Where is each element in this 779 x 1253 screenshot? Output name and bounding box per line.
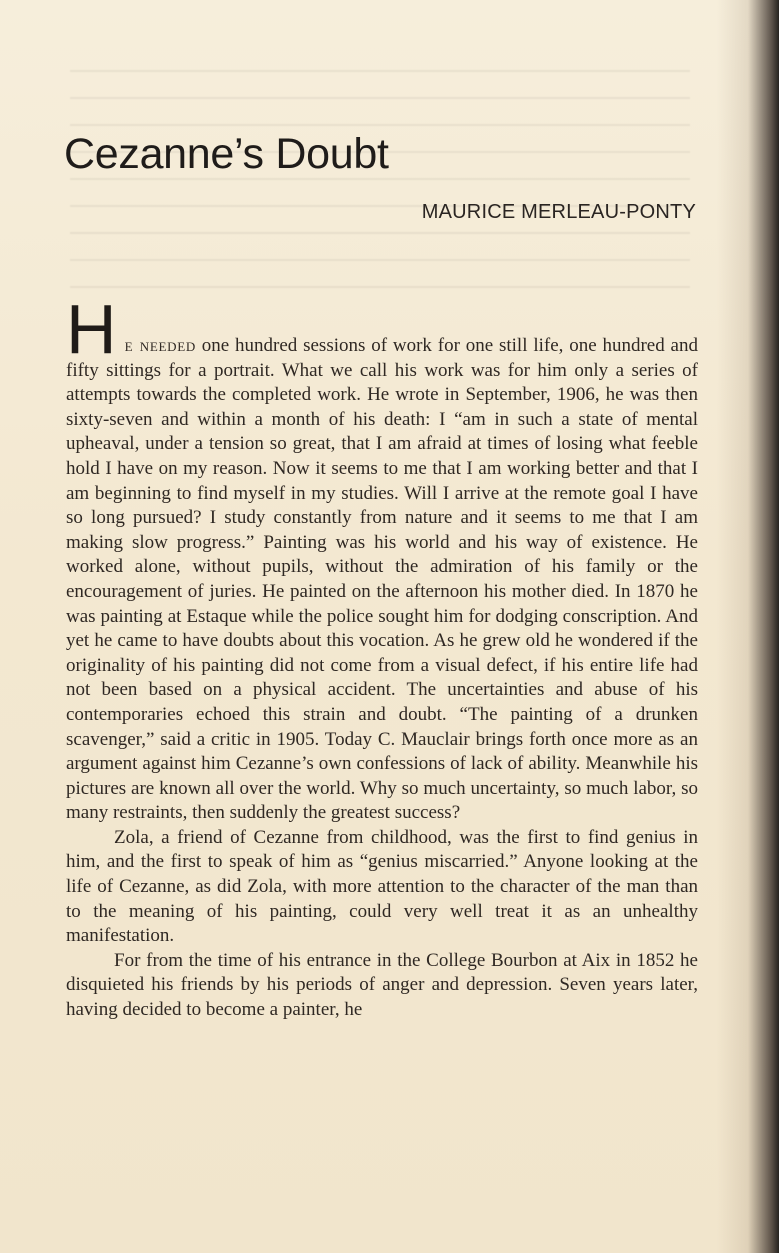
paragraph-1	[66, 290, 698, 826]
author-name: MAURICE MERLEAU-PONTY	[421, 201, 696, 223]
lead-words: e needed	[124, 335, 196, 356]
show-through-text	[70, 70, 690, 310]
paragraph-1-text: one hundred sessions of work for one still life, one hundred and fifty sittings for a portrait. What we call his work was for him only a series of attempts towards the completed work. He wrote in September, 1906, he was then sixty-seven and within a month of his death: I “am in such a state of mental upheaval, under a tension so great, that I am afraid at times of losing what feeble hold I have on my reason. Now it seems to me that I am working better and that I am beginning to find myself in my studies. Will I arrive at the remote goal I have so long pursued? I study constantly from nature and it seems to me that I am making slow progress.” Painting was his world and his way of existence. He worked alone, without pupils, without the admiration of his family or the encouragement of juries. He painted on the afternoon his mother died. In 1870 he was painting at Estaque while the police sought him for dodging conscription. And yet he came to have doubts about this vocation. As he grew old he wondered if the originality of his painting did not come from a visual defect, if his entire life had not been based on a physical accident. The uncertainties and abuse of his contemporaries echoed this strain and doubt. “The painting of a drunken scavenger,” said a critic in 1905. Today C. Mauclair brings forth once more as an argument against him Cezanne’s own confessions of lack of ability. Meanwhile his pictures are known all over the world. Why so much uncertainty, so much labor, so many restraints, then suddenly the greatest success?	[66, 335, 698, 824]
article-title: Cezanne’s Doubt	[64, 129, 389, 178]
drop-cap: H	[66, 290, 117, 368]
paragraph-2: Zola, a friend of Cezanne from childhood, was the first to find genius in him, and the first to speak of him as “genius miscarried.” Anyone looking at the life of Cezanne, as did Zola, with more attention to the character of the man than to the meaning of his painting, could very well treat it as an unhealthy manifestation.	[66, 826, 698, 947]
paragraph-3: For from the time of his entrance in the College Bourbon at Aix in 1852 he disquieted his friends by his periods of anger and depression. Seven years later, having decided to become a painter, he	[66, 949, 698, 1021]
article-body	[66, 290, 698, 1023]
